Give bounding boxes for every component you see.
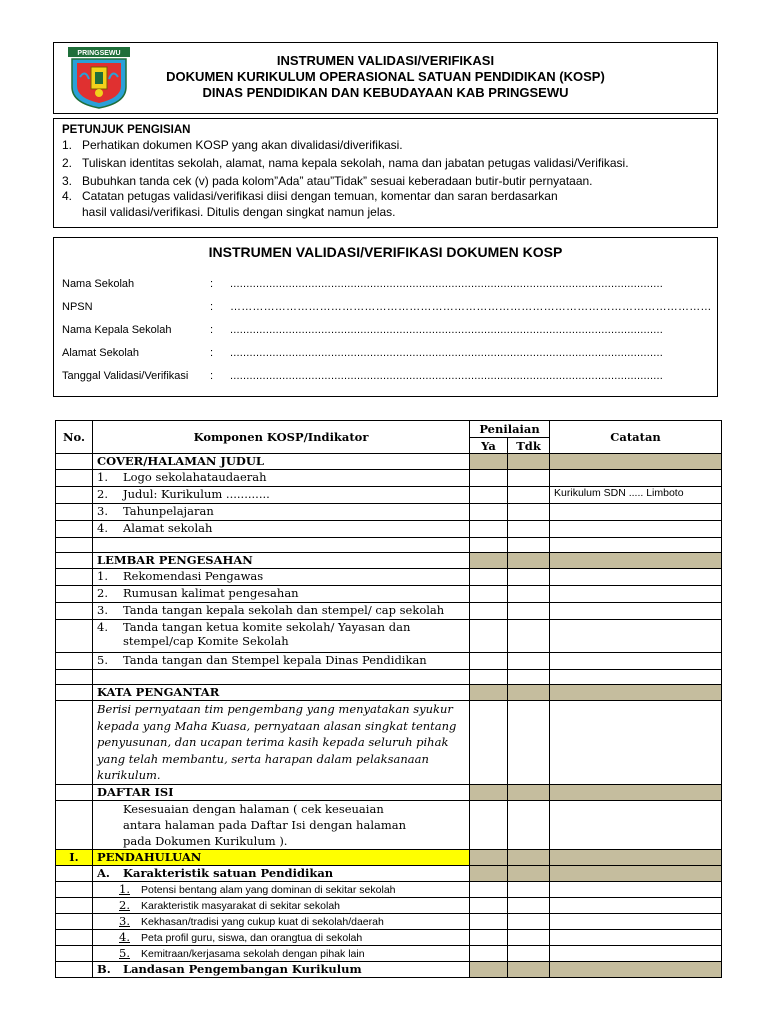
table-row [56, 914, 722, 930]
table-header-row [56, 421, 722, 438]
no-cell[interactable] [508, 553, 550, 569]
yes-cell[interactable] [470, 882, 508, 898]
yes-cell[interactable] [470, 586, 508, 603]
col-header-yes: Ya [470, 438, 508, 454]
instruction-item: 1. Perhatikan dokumen KOSP yang akan divalidasi/diverifikasi. [62, 138, 403, 152]
no-cell[interactable] [508, 487, 550, 504]
section-title: LEMBAR PENGESAHAN [93, 553, 470, 569]
indicator-cell: 3. Tahunpelajaran [93, 504, 470, 521]
table-row [56, 470, 722, 487]
col-header-no: No. [56, 421, 93, 454]
indicator-cell: 4. Peta profil guru, siswa, dan orangtua di sekolah [93, 930, 470, 946]
section-row-cover [56, 454, 722, 470]
indicator-cell: 1. Potensi bentang alam yang dominan di sekitar sekolah [93, 882, 470, 898]
table-row [56, 521, 722, 538]
notes-cell[interactable] [550, 653, 722, 670]
yes-cell[interactable] [470, 785, 508, 801]
indicator-cell: 3. Kekhasan/tradisi yang cukup kuat di sekolah/daerah [93, 914, 470, 930]
table-row [56, 620, 722, 653]
notes-cell[interactable]: Kurikulum SDN ..... Limboto [550, 487, 722, 504]
no-cell[interactable] [508, 569, 550, 586]
indicator-cell: 4. Tanda tangan ketua komite sekolah/ Yayasan dan stempel/cap Komite Sekolah [93, 620, 470, 653]
no-cell[interactable] [508, 454, 550, 470]
yes-cell[interactable] [470, 569, 508, 586]
notes-cell[interactable] [550, 962, 722, 978]
indicator-cell: 1. Rekomendasi Pengawas [93, 569, 470, 586]
header-title: INSTRUMEN VALIDASI/VERIFIKASI [276, 53, 495, 68]
notes-cell[interactable] [550, 553, 722, 569]
spacer-row [56, 670, 722, 685]
table-row [56, 882, 722, 898]
notes-cell[interactable] [550, 586, 722, 603]
yes-cell[interactable] [470, 487, 508, 504]
table-row [56, 801, 722, 850]
notes-cell[interactable] [550, 882, 722, 898]
no-cell[interactable] [508, 801, 550, 850]
section-row-daftar-isi [56, 785, 722, 801]
notes-cell[interactable] [550, 454, 722, 470]
section-row-pengesahan [56, 553, 722, 569]
indicator-cell: 5. Kemitraan/kerjasama sekolah dengan pihak lain [93, 946, 470, 962]
indicator-cell: 3. Tanda tangan kepala sekolah dan stempel/ cap sekolah [93, 603, 470, 620]
subsection-row-b [56, 962, 722, 978]
indicator-cell: 2. Rumusan kalimat pengesahan [93, 586, 470, 603]
notes-cell[interactable] [550, 914, 722, 930]
yes-cell[interactable] [470, 470, 508, 487]
notes-cell[interactable] [550, 504, 722, 521]
section-number: I. [56, 850, 93, 866]
yes-cell[interactable] [470, 930, 508, 946]
subsection-row-a [56, 866, 722, 882]
table-row [56, 898, 722, 914]
subsection-title: B. Landasan Pengembangan Kurikulum [93, 962, 470, 978]
no-cell[interactable] [508, 504, 550, 521]
table-row [56, 701, 722, 785]
notes-cell[interactable] [550, 685, 722, 701]
yes-cell[interactable] [470, 685, 508, 701]
indicator-cell: 5. Tanda tangan dan Stempel kepala Dinas Pendidikan [93, 653, 470, 670]
notes-cell[interactable] [550, 898, 722, 914]
yes-cell[interactable] [470, 946, 508, 962]
notes-cell[interactable] [550, 521, 722, 538]
spacer-row [56, 538, 722, 553]
description-cell: Berisi pernyataan tim pengembang yang menyatakan syukur kepada yang Maha Kuasa, pernyataan alasan singkat tentang penyusunan, dan ucapan terima kasih kepada seluruh pihak yang telah membantu, serta harapan dalam pelaksanaan kurikulum. [93, 701, 470, 785]
indicator-cell: 1. Logo sekolahataudaerah [93, 470, 470, 487]
notes-cell[interactable] [550, 866, 722, 882]
table-row [56, 504, 722, 521]
yes-cell[interactable] [470, 914, 508, 930]
yes-cell[interactable] [470, 701, 508, 785]
yes-cell[interactable] [470, 866, 508, 882]
table-row [56, 487, 722, 504]
yes-cell[interactable] [470, 620, 508, 653]
identity-title: INSTRUMEN VALIDASI/VERIFIKASI DOKUMEN KOSP [208, 244, 563, 260]
no-cell[interactable] [508, 586, 550, 603]
no-cell[interactable] [508, 850, 550, 866]
instruction-item: hasil validasi/verifikasi. Ditulis dengan singkat namun jelas. [82, 205, 396, 219]
col-header-notes: Catatan [550, 421, 722, 454]
table-row [56, 569, 722, 586]
no-cell[interactable] [508, 521, 550, 538]
no-cell[interactable] [508, 898, 550, 914]
header-subtitle: DOKUMEN KURIKULUM OPERASIONAL SATUAN PENDIDIKAN (KOSP) [166, 69, 605, 84]
yes-cell[interactable] [470, 850, 508, 866]
notes-cell[interactable] [550, 569, 722, 586]
no-cell[interactable] [508, 914, 550, 930]
no-cell[interactable] [508, 866, 550, 882]
no-cell[interactable] [508, 603, 550, 620]
yes-cell[interactable] [470, 504, 508, 521]
yes-cell[interactable] [470, 521, 508, 538]
description-cell: Kesesuaian dengan halaman ( cek keseuaian antara halaman pada Daftar Isi dengan halaman pada Dokumen Kurikulum ). [93, 801, 470, 850]
table-row [56, 946, 722, 962]
logo-text: PRINGSEWU [77, 50, 121, 57]
notes-cell[interactable] [550, 620, 722, 653]
subsection-title: A. Karakteristik satuan Pendidikan [93, 866, 470, 882]
instructions-box [53, 118, 718, 228]
instructions-title: PETUNJUK PENGISIAN [62, 124, 191, 136]
no-cell[interactable] [508, 785, 550, 801]
notes-cell[interactable] [550, 603, 722, 620]
notes-cell[interactable] [550, 946, 722, 962]
col-header-no-tdk: Tdk [508, 438, 550, 454]
indicator-cell: 4. Alamat sekolah [93, 521, 470, 538]
no-cell[interactable] [508, 685, 550, 701]
instruction-item: 2. Tuliskan identitas sekolah, alamat, nama kepala sekolah, nama dan jabatan petugas validasi/Verifikasi. [62, 156, 629, 170]
notes-cell[interactable] [550, 470, 722, 487]
instruction-item: 3. Bubuhkan tanda cek (v) pada kolom”Ada” atau”Tidak” sesuai keberadaan butir-butir pernyataan. [62, 174, 593, 188]
no-cell[interactable] [508, 946, 550, 962]
table-row [56, 603, 722, 620]
yes-cell[interactable] [470, 653, 508, 670]
section-title: KATA PENGANTAR [93, 685, 470, 701]
notes-cell[interactable] [550, 850, 722, 866]
document-header [53, 42, 718, 114]
no-cell[interactable] [508, 470, 550, 487]
section-row-pendahuluan [56, 850, 722, 866]
no-cell[interactable] [508, 701, 550, 785]
col-header-component: Komponen KOSP/Indikator [93, 421, 470, 454]
notes-cell[interactable] [550, 801, 722, 850]
no-cell[interactable] [508, 620, 550, 653]
no-cell[interactable] [508, 962, 550, 978]
no-cell[interactable] [508, 930, 550, 946]
identity-box: INSTRUMEN VALIDASI/VERIFIKASI DOKUMEN KOSP Nama Sekolah : ..................................................................................................................................... NPSN : ………………………………………………………………………………………………………………… Nama Kepala Sekolah : ..................................................................................................................................... Alamat Sekolah : ..................................................................................................................................... Tanggal Validasi/Verifikasi : ..................................................................................................................................... [53, 237, 718, 397]
section-title: DAFTAR ISI [93, 785, 470, 801]
table-row [56, 586, 722, 603]
section-title: COVER/HALAMAN JUDUL [93, 454, 470, 470]
indicator-cell: 2. Judul: Kurikulum ............ [93, 487, 470, 504]
yes-cell[interactable] [470, 801, 508, 850]
col-header-assessment: Penilaian [470, 421, 550, 438]
section-title: PENDAHULUAN [93, 850, 470, 866]
yes-cell[interactable] [470, 454, 508, 470]
notes-cell[interactable] [550, 930, 722, 946]
table-row [56, 930, 722, 946]
yes-cell[interactable] [470, 553, 508, 569]
indicator-cell: 2. Karakteristik masyarakat di sekitar sekolah [93, 898, 470, 914]
yes-cell[interactable] [470, 603, 508, 620]
section-row-kata-pengantar [56, 685, 722, 701]
header-agency: DINAS PENDIDIKAN DAN KEBUDAYAAN KAB PRINGSEWU [202, 85, 569, 100]
yes-cell[interactable] [470, 898, 508, 914]
validation-table [55, 420, 722, 978]
notes-cell[interactable] [550, 701, 722, 785]
instruction-item: 4. Catatan petugas validasi/verifikasi diisi dengan temuan, komentar dan saran berdasarkan [62, 189, 558, 203]
table-row [56, 653, 722, 670]
no-cell[interactable] [508, 882, 550, 898]
no-cell[interactable] [508, 653, 550, 670]
yes-cell[interactable] [470, 962, 508, 978]
notes-cell[interactable] [550, 785, 722, 801]
